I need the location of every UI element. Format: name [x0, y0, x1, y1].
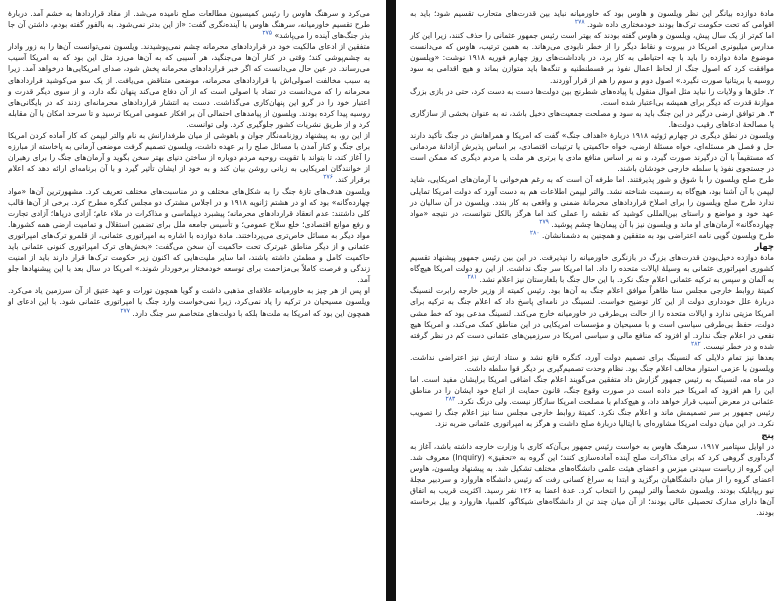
footnote-link[interactable]: ۲۷۹ [539, 218, 549, 226]
footnote-link[interactable]: ۲۷۷ [120, 307, 130, 314]
paragraph [8, 8, 370, 41]
right-page [398, 0, 784, 601]
paragraph-text: مادهٔ دوازده بیانگر این نظر ویلسون و هاوس بود که خاورمیانه نباید بین قدرت‌های متحارب تقسیم شود؛ باید به اقوامی که تحت حکومت ترک‌ها بودند خودمختاری داده شود. [410, 9, 774, 30]
paragraph [410, 252, 774, 285]
paragraph-text: در ماه مه، لنسینگ به رئیس جمهور گزارش داد متفقین می‌گویند اعلام جنگ اضافی امریکا برایشان مفید است. اما این را هم افزود که امریکا خبر داده است در صورت وقوع جنگ، قانون حمایت از اتباع خود ایشان را در مناطق عثمانی در معرض آسیب قرار خواهد داد، و هیچ‌کدام با مصلحت امریکا سازگار نیست. ولی درنگ نکرد. [410, 375, 774, 407]
paragraph-text: پنج [761, 429, 774, 440]
paragraph [8, 41, 370, 130]
paragraph [410, 8, 774, 30]
paragraph-text: ویلسون هدف‌های تازهٔ جنگ را به شکل‌های مختلف و در مناسبت‌های مختلف تعریف کرد. مشهورترین آن‌ها «مواد چهارده‌گانه» بود که او در هشتم ژانویه ۱۹۱۸ و در اجلاس مشترک دو مجلس کنگره مطرح کرد. برخی از آن‌ها قالب کلی داشتند: عدم انعقاد قراردادهای محرمانه؛ پیشبرد دیپلماسی و مذاکرات در ملاء عام؛ آزادی دریاها؛ آزادی تجارت و رفع موانع اقتصادی؛ خلع سلاح عمومی؛ و تأسیس جامعه ملل برای تضمین استقلال و تمامیت ارضی همه کشورها. مواد دیگر به مسائل خاص‌تری می‌پرداختند. مادهٔ دوازده با اشاره به امپراتوری عثمانی، از قلمرو ترک‌های امپراتوری عثمانی و از دیگر مناطق غیرترک تحت حاکمیت آن سخن می‌گفت: «بخش‌های ترک امپراتوری کنونی عثمانی باید حاکمیت کامل و مطمئن داشته باشند، اما سایر ملیت‌هایی که اکنون زیر حکومت ترک‌ها قرار دارند باید از امنیت زندگی و فرصت کاملاً بی‌مزاحمت برای توسعه خودمختار برخوردار شوند.» امریکا در سال بعد با این پیشنهادها جلو آمد. [8, 186, 370, 285]
paragraph-text: چهار [754, 240, 774, 251]
paragraph-text: ۲. خلق‌ها و ولایات را نباید مثل اموال منقول یا پیاده‌های شطرنج بین دولت‌ها دست به دست کرد، حتی در بازی بزرگ موازنهٔ قدرت که دیگر برای همیشه بی‌اعتبار شده است. [410, 86, 774, 107]
paragraph-text: بعدها نیز تمام دلایلی که لنسینگ برای تصمیم دولت آورد، کنگره قانع نشد و ستاد ارتش نیز اعتراضی نداشت. ویلسون با عزمی استوار مخالف اعلام جنگ بود. نظام وحدت تصمیم‌گیری بر دیگر قوا سلطه داشت. [410, 352, 774, 373]
paragraph [410, 108, 774, 130]
paragraph-text: رئیس جمهور بر سر تصمیمش ماند و اعلام جنگ نکرد. کمیتهٔ روابط خارجی مجلس سنا نیز اعلام جنگ را تصویب نکرد. در این میان دولت امریکا مشاوره‌ای با ایتالیا دربارهٔ صلح داشت و هرگز به امپراتوری عثمانی ضربه نزد. [410, 408, 774, 429]
paragraph [410, 285, 774, 352]
footnote-link[interactable]: ۲۷۶ [323, 173, 333, 181]
paragraph-text: طرح ویلسون گویی نامه اعتراضی بود به متفقین و همچنین به دشمنانشان. [542, 230, 774, 240]
paragraph-text: او پس از هر چیز به خاورمیانه علاقه‌ای مذهبی داشت و گویا همچون تورات و عهد عتیق از آن سرزمین یاد می‌کرد. ویلسون مسیحیان در ترکیه را یاد نمی‌کرد، زیرا نمی‌خواست وارد جنگ با امپراتوری عثمانی شود. با این ادعای او همچون این بود که امریکا به ملت‌ها بلکه با دولت‌های متخاصم سر جنگ دارد. [8, 286, 370, 318]
paragraph [410, 130, 774, 174]
footnote-link[interactable]: ۲۸۰ [529, 229, 540, 237]
paragraph-text: کمیتهٔ روابط خارجی مجلس سنا ظاهراً موافق اعلام جنگ به آن‌ها بود. رئیس کمیته از وزیر خارجه رابرت لنسینگ دربارهٔ علل خودداری دولت از این کار توضیح خواست. لنسینگ در نامه‌ای پاسخ داد که اعلام جنگ به ترکیه برای امریکا مزیتی ندارد و ایالات متحده را از حالت بی‌طرفی در خاورمیانه خارج می‌کند. لنسینگ مدعی بود که خط مشی دولت، حفظ بی‌طرفی سیاسی است و با مسیحیان و مؤسسات امریکایی در این مناطق کمک می‌کند، و امریکا هیچ نفعی در اعلام جنگ ندارد. او افزود که منافع مالی و سیاسی امریکا در سرزمین‌های عثمانی دست کم در نظر گرفته شده و در خطر نیست. [410, 286, 774, 351]
paragraph-text: ۳. هر توافق ارضی درگیر در این جنگ باید به سود و مصلحت جمعیت‌های دخیل باشد، نه به عنوان بخشی از سازگاری یا مصالحهٔ ادعاهای رقیب دولت‌ها. [410, 108, 774, 129]
paragraph-text: در اوایل سپتامبر ۱۹۱۷، سرهنگ هاوس به خواست رئیس جمهور بی‌آن‌که کاری با وزارت خارجه داشته باشد، آغاز به گردآوری گروهی کرد که برای مذاکرات صلح آینده آماده‌سازی کنند؛ این گروه به «تحقیق» (Inquiry) معروف شد. این گروه از ریاست سیدنی میزس و اعضای هیئت علمی دانشگاه‌های مختلف تشکیل شد. به پیشنهاد ویلسون، هاوس اعضای گروه را از میان دانشگاهیان برگزید و ابتدا به سراغ کسانی رفت که رئیس دانشگاه هاروارد و سردبیر مجلهٔ نیو ریپابلیک بودند. ویلسون شخصاً والتر لیپمن را انتخاب کرد. عدهٔ اعضا به ۱۲۶ نفر رسید. اکثریت قریب به اتفاق آن‌ها دارای مدارک تحصیلی عالی بودند؛ از آن میان چند تن از دانشگاه‌های شیکاگو، کلمبیا، هاروارد و ییل برخاسته بودند. [410, 441, 774, 518]
paragraph-text: ویلسون در نطق دیگری در چهارم ژوئیه ۱۹۱۸ دربارهٔ «اهداف جنگ» گفت که امریکا و همراهانش در جنگ تأکید دارند حل و فصل هر مسئله‌ای، خواه مسئلهٔ ارضی، خواه حاکمیتی یا ترتیبات اقتصادی، بر اساس پذیرش آزادانهٔ مردمانی که مستقیماً با آن درگیرند صورت گیرد، و نه بر اساس منافع مادی یا برتری هر ملت یا مردم دیگری که ممکن است در جستجوی نفوذ یا سلطه خارجی خودشان باشند. [410, 131, 775, 174]
right-page-text [410, 8, 774, 518]
paragraph [410, 86, 774, 108]
paragraph [410, 441, 774, 519]
page-gutter [386, 0, 396, 601]
footnote-link[interactable]: ۲۷۸ [574, 18, 585, 26]
footnote-link[interactable]: ۲۷۵ [262, 29, 273, 37]
paragraph [8, 285, 370, 318]
paragraph [8, 186, 370, 286]
paragraph [410, 352, 774, 374]
paragraph-text: مادهٔ دوازده دخیل‌بودن قدرت‌های بزرگ در بازنگری خاورمیانه را نپذیرفت. در این بین رئیس جمهور پیشنهاد تقسیم کشوری امپراتوری عثمانی به وسیلهٔ ایالات متحده را داد. اما امریکا سر جنگ نداشت. از این رو دولت امریکا هیچ‌گاه به آلمان و سپس به ترکیه عثمانی اعلام جنگ نکرد. با این حال جنگ با بلغارستان نیز اعلام نشد. [410, 253, 774, 285]
footnote-link[interactable]: ۲۸۲ [691, 340, 701, 348]
paragraph-text: می‌کرد و سرهنگ هاوس را رئیس کمیسیون مطالعات صلح نامیده می‌شد. از مفاد قراردادها به خشم آمد. دربارهٔ طرح تقسیم خاورمیانه، سرهنگ هاوس با آینده‌نگری گفت: «از این بدتر نمی‌شود. به بالفور گفته بودم، داشتن آن جا بذر جنگ‌های آینده را می‌پاشد» [8, 9, 370, 41]
paragraph [410, 407, 774, 429]
footnote-link[interactable]: ۲۸۱ [467, 273, 478, 281]
section-heading [410, 430, 774, 441]
paragraph-text: متفقین از ادعای مالکیت خود در قراردادهای محرمانه چشم نمی‌پوشیدند. ویلسون نمی‌توانست آن‌ها را به زور وادار به چشم‌پوشی کند؛ وقتی در کنار آن‌ها می‌جنگید، هر آسیبی که به آن‌ها می‌زد مثل این بود که به امریکا آسیب می‌رساند. در عین حال می‌دانست که اگر خبر قراردادهای محرمانه پخش شود، صدای امریکایی‌ها درخواهد آمد. زیرا به سبب مخالفت اصولی‌اش با قراردادهای محرمانه، موضعی متناقض می‌یافت. از یک سو می‌کوشید قراردادهای محرمانه را که می‌دانست در تضاد با اصولی است که از آن دفاع می‌کند پنهان نگه دارد، و از سوی دیگر قدرت و اعتبار خود را در گرو این پنهان‌کاری می‌گذاشت. دست به انتشار قراردادهای محرمانه‌ای زدند که در بایگانی‌های روسیه پیدا کرده بودند. ویلسون از پیامدهای احتمالی آن بر افکار عمومی امریکا ترسید و تا سرحد امکان با آن مقابله کرد و از طریق نشریات کشور جلوگیری کرد. ولی توانست. [8, 42, 370, 129]
section-heading [410, 241, 774, 252]
paragraph-text: اما کم‌تر از یک سال پیش، ویلسون و هاوس گفته بودند که بهتر است رئیس جمهور عثمانی را حذف کنند، زیرا این کار مدارس میلیونری امریکا در بیروت و نقاط دیگر را از خطر نابودی می‌رهاند. به همین ترتیب، هاوس که می‌دانست موضوع مادهٔ دوازده را باید با چه احتیاطی به کار برد، در یادداشت‌های روز چهارم فوریه ۱۹۱۸ نوشت: «ویلسون موافقت کرد که اصول جنگ از لحاظ اعمال نفوذ بر قسطنطنیه و تنگه‌ها باید متوازن بماند و هیچ اقدامی به سود روسیه یا بریتانیا صورت نگیرد.» اصول دوم و سوم را هم از قرار آوردند. [410, 31, 774, 85]
paragraph [410, 374, 774, 407]
paragraph [410, 174, 774, 229]
paragraph [410, 30, 774, 85]
paragraph-text: طرح صلح ویلسون را با شوق و شور پذیرفتند. اما طرفه آن است که به رغم هم‌خوانی با آرمان‌های امریکایی، شاید لیپمن با آن آشنا بود، هیچ‌گاه به رسمیت شناخته نشد. والتر لیپمن اطلاعات هم به دست آورد که دولت امریکا تمایلی ندارد طرح صلح ویلسون را برای اصلاح قراردادهای محرمانهٔ ضمنی و واقعی به کار بندد. ویلسون در آن سالیان در عهد خود و مواضع و راستای بین‌المللی کوشید که نقشه را عملی کند اما هرگز بالکل نتوانست، در نتیجه «مواد چهارده‌گانه» آرمان‌های او ماند و ویلسون نیز با آن پیمان‌ها چشم پوشید. [410, 175, 774, 229]
paragraph [8, 130, 370, 185]
paragraph-text: از این رو، به پیشنهاد روزنامه‌نگار جوان و باهوشی از میان طرفدارانش به نام والتر لیپمن که کار آماده کردن امریکا برای جنگ و کنار آمدن با مسائل صلح را بر عهده داشت، ویلسون تصمیم گرفت موضعی آرمانی به پاخاسته از مبارزه را آغاز کند، تا بتواند با تقویت روحیه مردم دوباره از ساختن دنیای بهتر سخن بگوید و آرمان‌های جنگ را برای رهبران از خوانندگان امریکایی به زبانی روشن بیان کند و به خود از ایشان تأثیر گیرد و با آن برنامه‌ای ارائه دهد که اعلام برقرار کند. [8, 131, 370, 185]
paragraph [410, 230, 774, 241]
left-page-text [8, 8, 370, 319]
left-page [0, 0, 384, 601]
footnote-link[interactable]: ۲۸۳ [445, 395, 456, 403]
